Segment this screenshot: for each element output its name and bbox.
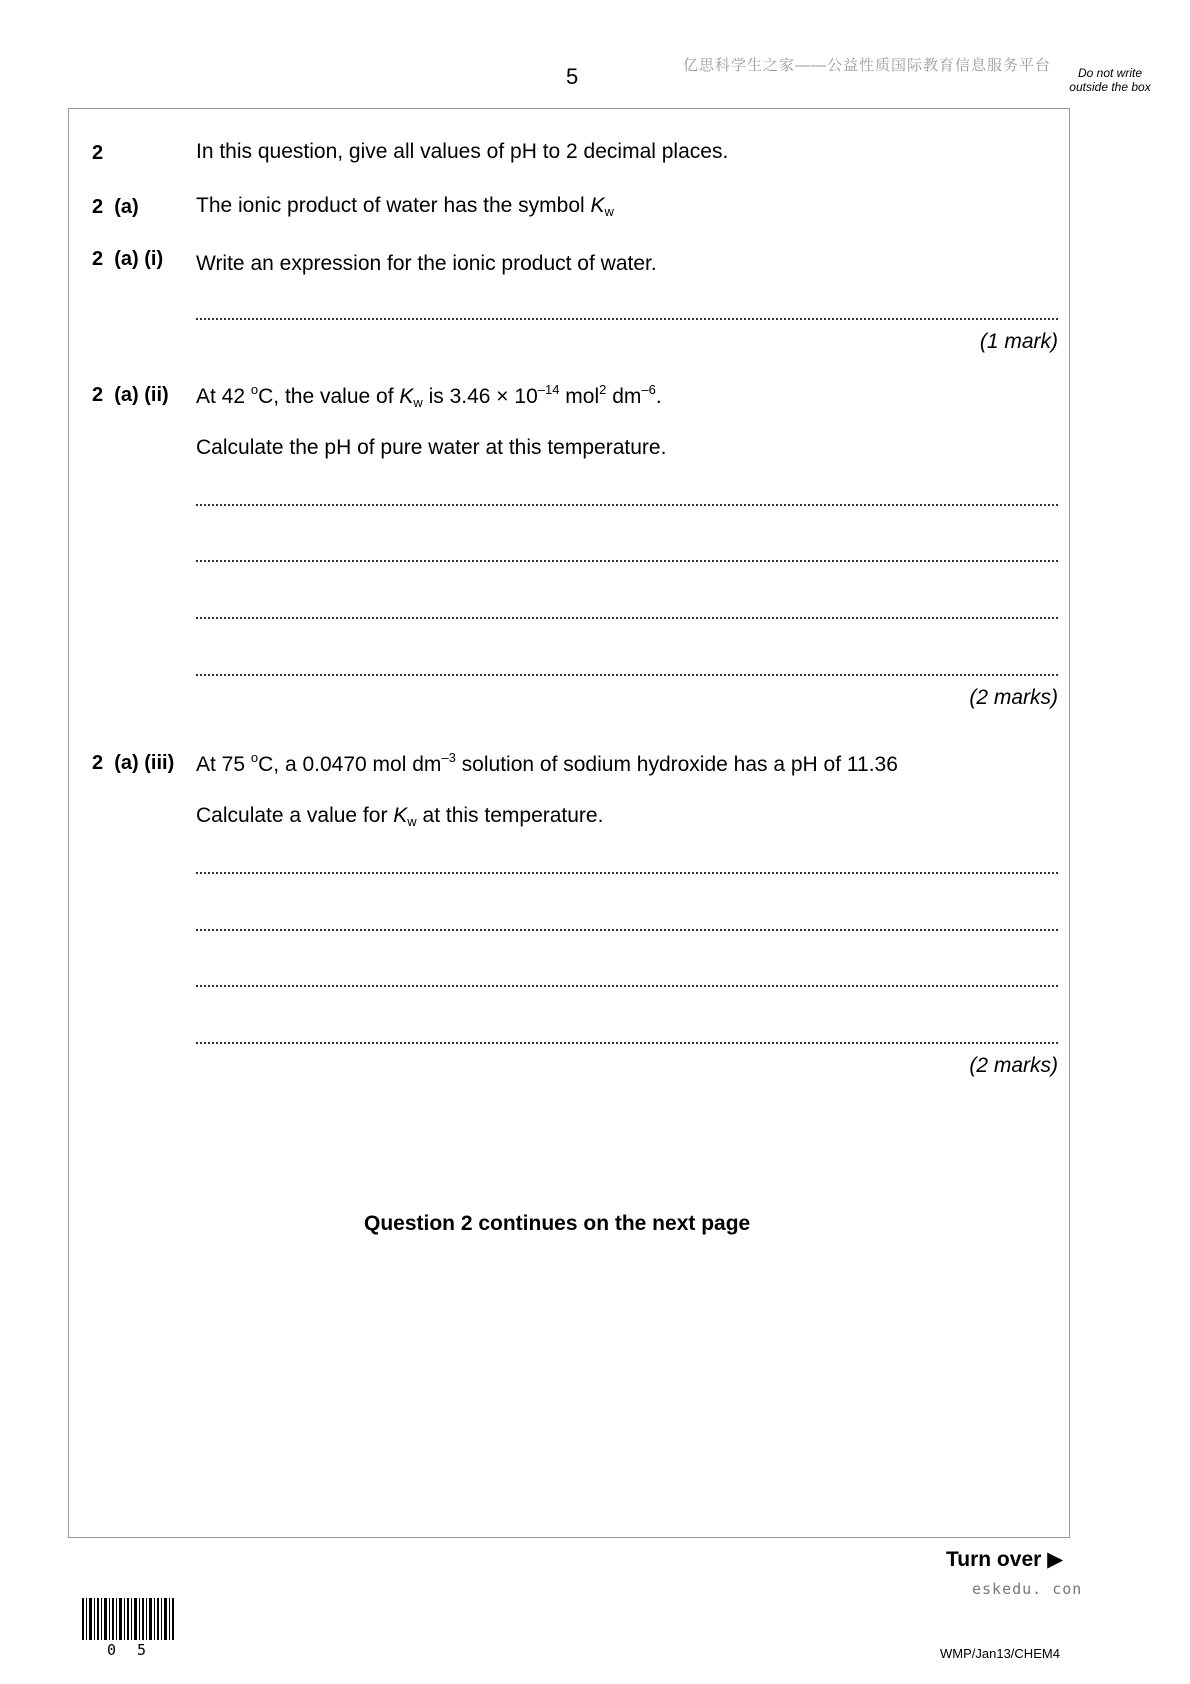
question-intro: In this question, give all values of pH to 2 decimal places. <box>196 140 729 163</box>
text-segment: mol <box>559 385 600 408</box>
answer-line[interactable] <box>196 560 1058 562</box>
text-segment: dm <box>606 385 642 408</box>
text-segment: at this temperature. <box>416 804 604 827</box>
text-segment: solution of sodium hydroxide has a pH of 11.36 <box>455 753 898 776</box>
text-segment: The ionic product of water has the symbol <box>196 194 591 217</box>
text-segment: At 75 <box>196 753 251 776</box>
answer-line[interactable] <box>196 985 1058 987</box>
marks-label: (1 mark) <box>979 330 1058 353</box>
question-text: Write an expression for the ionic product of water. <box>196 252 657 275</box>
answer-line[interactable] <box>196 318 1058 320</box>
text-segment: At 42 <box>196 385 251 408</box>
continue-notice: Question 2 continues on the next page <box>364 1212 751 1235</box>
exponent: –14 <box>537 382 560 397</box>
text-segment: is 3.46 × 10 <box>422 385 538 408</box>
degree-sup: o <box>250 750 259 765</box>
question-subtext <box>196 804 603 829</box>
barcode-digits: 0 5 <box>107 1641 153 1659</box>
question-subtext: Calculate the pH of pure water at this temperature. <box>196 436 667 459</box>
question-text <box>196 382 662 410</box>
kw-symbol: K <box>399 385 414 408</box>
kw-symbol: K <box>590 194 605 217</box>
answer-line[interactable] <box>196 617 1058 619</box>
question-number: 2 (a) (iii) <box>92 752 175 774</box>
watermark-top: 亿思科学生之家——公益性质国际教育信息服务平台 <box>683 57 1052 74</box>
watermark-bottom: eskedu. con <box>972 1580 1083 1598</box>
text-segment: C, a 0.0470 mol dm <box>258 753 442 776</box>
question-text <box>196 750 898 777</box>
text-segment: . <box>655 385 662 408</box>
kw-symbol: K <box>393 804 408 827</box>
text-segment: C, the value of <box>258 385 400 408</box>
answer-line[interactable] <box>196 504 1058 506</box>
answer-line[interactable] <box>196 872 1058 874</box>
marks-label: (2 marks) <box>969 686 1058 709</box>
answer-line[interactable] <box>196 1042 1058 1044</box>
question-number: 2 (a) (i) <box>92 248 164 270</box>
page-number: 5 <box>566 64 579 89</box>
answer-line[interactable] <box>196 674 1058 676</box>
kw-subscript: w <box>604 204 614 219</box>
text-segment: Calculate a value for <box>196 804 394 827</box>
turn-over-label: Turn over ▶ <box>946 1548 1064 1571</box>
question-number: 2 (a) <box>92 196 139 218</box>
margin-note: Do not write outside the box <box>1069 66 1151 94</box>
kw-subscript: w <box>413 395 423 410</box>
question-number: 2 <box>92 142 104 164</box>
paper-reference: WMP/Jan13/CHEM4 <box>940 1646 1060 1661</box>
exponent: 2 <box>599 382 607 397</box>
exponent: –6 <box>641 382 656 397</box>
exponent: –3 <box>441 750 456 765</box>
barcode-icon <box>82 1598 176 1640</box>
question-number: 2 (a) (ii) <box>92 384 169 406</box>
degree-sup: o <box>250 382 259 397</box>
marks-label: (2 marks) <box>969 1054 1058 1077</box>
answer-line[interactable] <box>196 929 1058 931</box>
question-text <box>196 194 614 219</box>
kw-subscript: w <box>407 814 417 829</box>
